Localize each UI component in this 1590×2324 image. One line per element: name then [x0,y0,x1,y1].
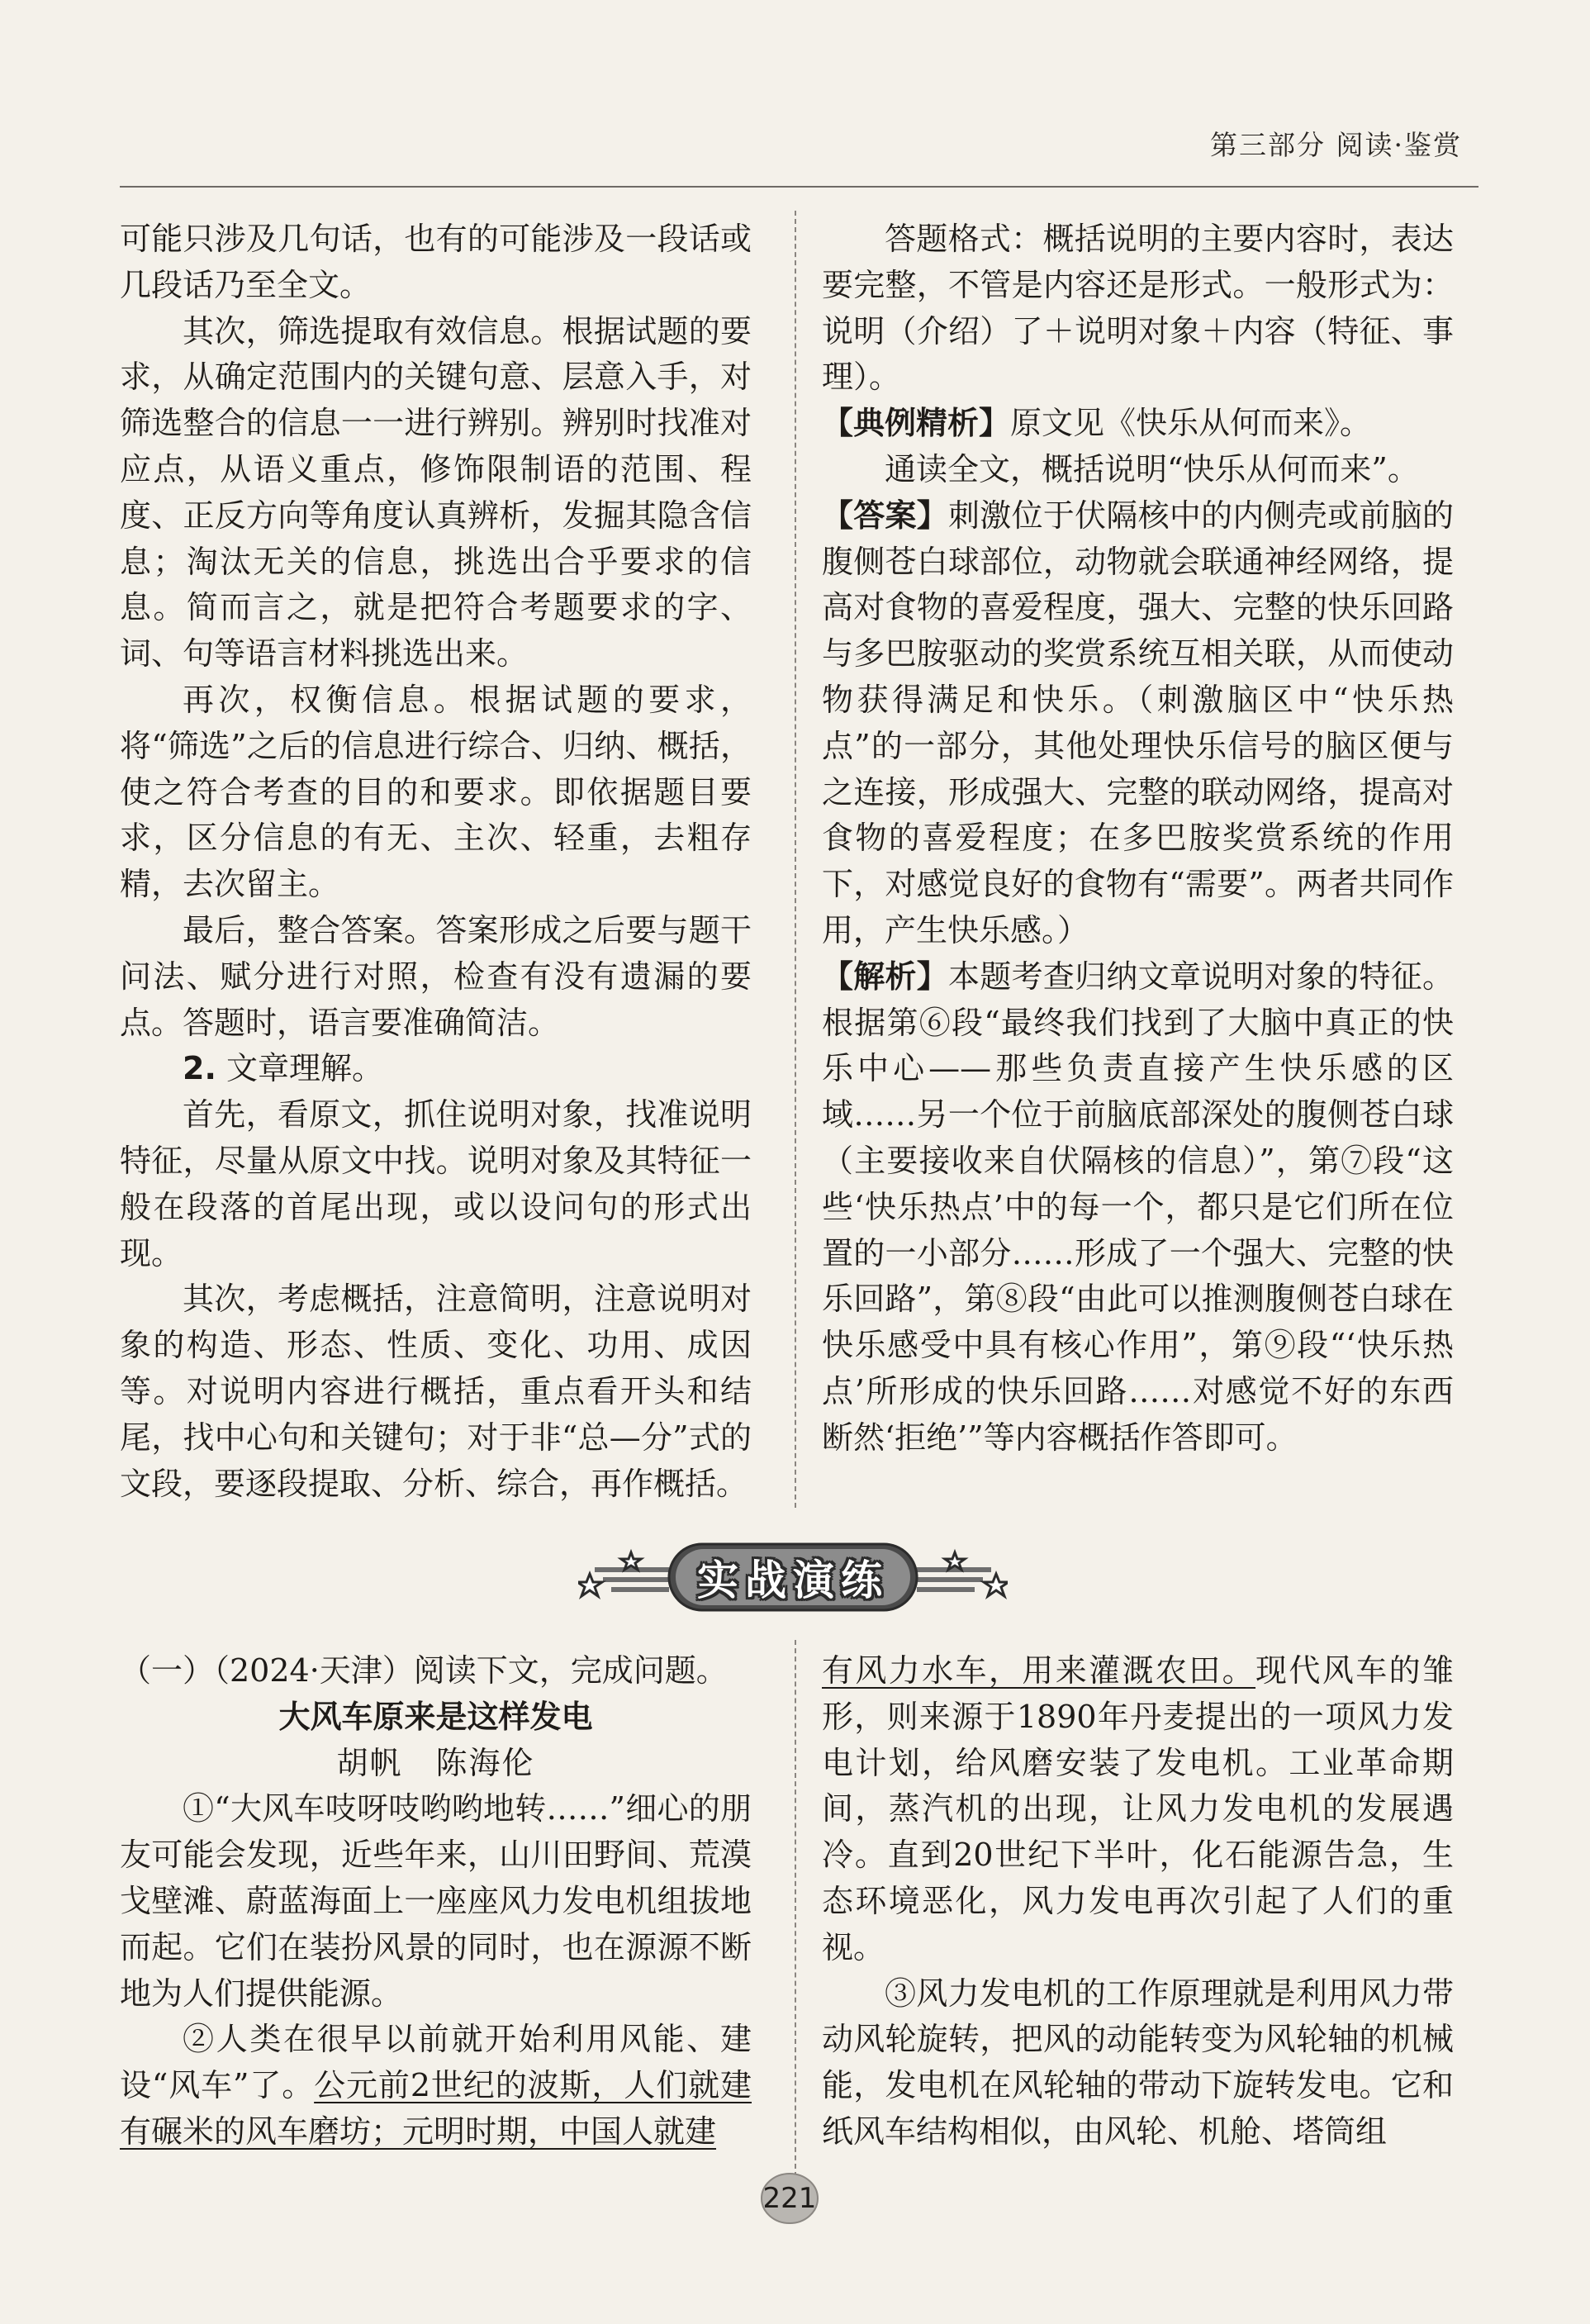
header-rule [120,186,1478,188]
banner-stripe-right-1 [917,1567,991,1572]
answer-text: 刺激位于伏隔核中的内侧壳或前脑的腹侧苍白球部位，动物就会联通神经网络，提高对食物的喜爱程度，强大、完整的快乐回路与多巴胺驱动的奖赏系统互相关联，从而使动物获得满足和快乐。（刺激脑区中“快乐热点”的一部分，其他处理快乐信号的脑区便与之连接，形成强大、完整的联动网络，提高对食物的喜爱程度；在多巴胺奖赏系统的作用下，对感觉良好的食物有“需要”。两者共同作用，产生快乐感。） [822,497,1454,948]
subheading-number: 2. [183,1050,216,1087]
star-icon [621,1552,641,1570]
analysis-text: 本题考查归纳文章说明对象的特征。根据第⑥段“最终我们找到了大脑中真正的快乐中心——那些负责直接产生快乐感的区域……另一个位于前脑底部深处的腹侧苍白球（主要接收来自伏隔核的信息）”，第⑦段“这些‘快乐热点’中的每一个，都只是它们所在位置的一小部分……形成了一个强大、完整的快乐回路”，第⑧段“由此可以推测腹侧苍白球在快乐感受中具有核心作用”，第⑨段“‘快乐热点’所形成的快乐回路……对感觉不好的东西断然‘拒绝’”等内容概括作答即可。 [822,958,1454,1456]
star-icon [578,1574,602,1596]
star-icon [945,1552,965,1570]
practice-intro: （一）（2024·天津）阅读下文，完成问题。 [120,1652,728,1689]
running-head: 第三部分 阅读·鉴赏 [1210,129,1462,161]
page-number [758,2171,821,2226]
answer-format: 答题格式：概括说明的主要内容时，表达要完整，不管是内容还是形式。一般形式为：说明（介绍）了＋说明对象＋内容（特征、事理）。 [822,221,1454,396]
subheading-comprehension [120,1046,752,1092]
left-column [120,216,752,1507]
banner-stripe-right-2 [917,1577,983,1582]
answer-tag: 【答案】 [822,497,949,534]
practice-right-column [822,1648,1454,2155]
paragraph-2-underlined: 公元前2世纪的波斯，人们就建有碾米的风车磨坊；元明时期，中国人就建 [120,2067,752,2150]
practice-left-column [120,1648,752,2155]
analysis-block [822,954,1454,1461]
practice-banner [578,1533,1008,1623]
example-text: 原文见《快乐从何而来》。 [1010,405,1372,442]
paragraph-read-original: 首先，看原文，抓住说明对象，找准说明特征，尽量从原文中找。说明对象及其特征一般在段落的首尾出现，或以设问句的形式出现。 [120,1096,752,1271]
paragraph-2-cont-plain: 现代风车的雏形，则来源于1890年丹麦提出的一项风力发电计划，给风磨安装了发电机。工业革命期间，蒸汽机的出现，让风力发电机的发展遇冷。直到20世纪下半叶，化石能源告急，生态环境恶化，风力发电再次引起了人们的重视。 [822,1652,1454,1965]
banner-title: 实战演练 [697,1556,889,1604]
article-title: 大风车原来是这样发电 [278,1698,593,1735]
paragraph-summarize: 其次，考虑概括，注意简明，注意说明对象的构造、形态、性质、变化、功用、成因等。对说明内容进行概括，重点看开头和结尾，找中心句和关键句；对于非“总—分”式的文段，要逐段提取、分析、综合，再作概括。 [120,1281,752,1502]
paragraph-integrating: 最后，整合答案。答案形成之后要与题干问法、赋分进行对照，检查有没有遗漏的要点。答题时，语言要准确简洁。 [120,911,752,1041]
paragraph-continued: 可能只涉及几句话，也有的可能涉及一段话或几段话乃至全文。 [120,221,752,303]
article-paragraph-2-continued [822,1648,1454,1971]
example-tag: 【典例精析】 [822,405,1011,442]
article-paragraph-2 [120,2017,752,2155]
paragraph-screening: 其次，筛选提取有效信息。根据试题的要求，从确定范围内的关键句意、层意入手，对筛选整合的信息一一进行辨别。辨别时找准对应点，从语义重点，修饰限制语的范围、程度、正反方向等角度认真辨析，发掘其隐含信息；淘汰无关的信息，挑选出合乎要求的信息。简而言之，就是把符合考题要求的字、词、句等语言材料挑选出来。 [120,312,752,672]
subheading-text: 文章理解。 [216,1050,383,1087]
article-paragraph-1: ①“大风车吱呀吱哟哟地转……”细心的朋友可能会发现，近些年来，山川田野间、荒漠戈壁滩、蔚蓝海面上一座座风力发电机组拔地而起。它们在装扮风景的同时，也在源源不断地为人们提供能源。 [120,1790,752,2012]
page-number-text: 221 [762,2182,817,2215]
analysis-tag: 【解析】 [822,958,949,995]
article-paragraph-3: ③风力发电机的工作原理就是利用风力带动风轮旋转，把风的动能转变为风轮轴的机械能，发电机在风轮轴的带动下旋转发电。它和纸风车结构相似，由风轮、机舱、塔筒组 [822,1975,1454,2150]
banner-stripe-left-3 [611,1587,669,1592]
paragraph-weighing: 再次，权衡信息。根据试题的要求，将“筛选”之后的信息进行综合、归纳、概括，使之符合考查的目的和要求。即依据题目要求，区分信息的有无、主次、轻重，去粗存精，去次留主。 [120,681,752,903]
banner-stripe-left-1 [595,1567,669,1572]
star-icon [984,1574,1008,1596]
paragraph-2-cont-underlined: 有风力水车，用来灌溉农田。 [822,1652,1256,1689]
banner-stripe-left-2 [603,1577,669,1582]
banner-stripe-right-3 [917,1587,975,1592]
example-prompt: 通读全文，概括说明“快乐从何而来”。 [885,450,1419,487]
column-divider-lower [795,1640,796,2177]
answer-block [822,493,1454,954]
paragraph-2-plain: ②人类在很早以前就开始利用风能、建设“风车”了。 [120,2021,752,2104]
example-line [822,401,1454,447]
column-divider-upper [795,211,796,1508]
right-column [822,216,1454,1461]
article-authors: 胡帆 陈海伦 [336,1744,535,1781]
